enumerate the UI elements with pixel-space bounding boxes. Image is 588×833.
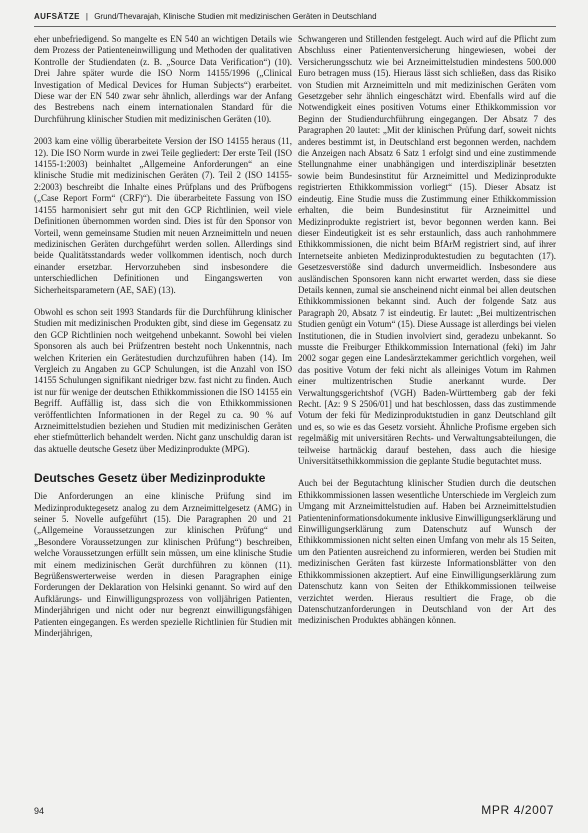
section-label: AUFSÄTZE <box>34 12 80 21</box>
paragraph: Die Anforderungen an eine klinische Prüfung sind im Medizinproduktegesetz analog zu dem Arzneimittelgesetz (AMG) in seiner 5. Novelle aufgeführt (15). Die Paragraphen 20 und 21 („Allgemeine Voraussetzungen zur klinischen Prüfung“ und „Besondere Voraussetzungen zur klinischen Prüfung“) beschreiben, welche Voraussetzungen erfüllt sein müssen, um eine klinische Studie mit einem medizinischen Gerät durchführen zu können (11). Begrüßenswerterweise werden in diesen Paragraphen einige Forderungen der Deklaration von Helsinki genannt. So wird auf den Aufklärungs- und Einwilligungsprozess von volljährigen Patienten, Minderjährigen und nicht oder nur begrenzt einwilligungsfähigen Patienten eingegangen. Es werden spezielle Richtlinien für Studien mit Minderjährigen, <box>34 491 292 639</box>
page-number: 94 <box>34 806 45 816</box>
paragraph: eher unbefriedigend. So mangelte es EN 540 an wichtigen Details wie dem Prozess der Patienteneinwilligung und Methoden der qualitativen Kontrolle der Studiendaten (z. B. „Source Data Verification“) (10). Drei Jahre später wurde die ISO Norm 14155/1996 („Clinical Investigation of Medical Devices for Human Subjects“) erarbeitet. Diese war der EN 540 zwar sehr ähnlich, allerdings war der Anfang des Bestrebens nach einem internationalen Standard für die Durchführung klinischer Studien mit medizinischen Geräten (10). <box>34 34 292 124</box>
paragraph: Schwangeren und Stillenden festgelegt. Auch wird auf die Pflicht zum Abschluss einer Patientenversicherung hingewiesen, wobei der Versicherungsschutz wie bei Arzneimittelstudien mindestens 500.000 Euro betragen muss (15). Hieraus lässt sich schließen, dass das Risiko von Studien mit Arzneimitteln und mit medizinischen Geräten vom Gesetzgeber sehr ähnlich eingeschätzt wird. Ebenfalls wird auf die Notwendigkeit eines positiven Votums einer Ethikkommission vor Beginn der Studiendurchführung eingegangen. Der Absatz 7 des Paragraphen 20 lautet: „Mit der klinischen Prüfung darf, soweit nichts anderes bestimmt ist, in Deutschland erst begonnen werden, nachdem die Anzeigen nach Absatz 6 Satz 1 erfolgt sind und eine zustimmende Stellungnahme einer unabhängigen und interdisziplinär besetzten sowie beim Bundesinstitut für Arzneimittel und Medizinprodukte registrierten Ethikkommission vorliegt“ (15). Dieser Absatz ist eindeutig. Eine Studie muss die Zustimmung einer Ethikkommission erhalten, die beim Bundesinstitut für Arzneimittel und Medizinprodukte registriert ist, bevor begonnen werden kann. Bei dieser Eindeutigkeit ist es sehr erstaunlich, dass auch ranhohmmere Ethikkommissionen, die nicht beim BfArM registriert sind, auf ihrer Internetseite anbieten Medizinproduktestudien zu begutachten (17). Gesetzesverstöße sind dadurch unvermeidlich. Insbesondere aus ausländischen Sponsoren kann nicht erwartet werden, dass sie diese Details kennen, zumal sie anscheinend nicht einmal bei allen deutschen Ethikkommissionen bekannt sind. Auch der folgende Satz aus Paragraph 20, Absatz 7 ist eindeutig. Er lautet: „Bei multizentrischen Studien genügt ein Votum“ (15). Diese Aussage ist allerdings bei vielen Institutionen, die in Studien involviert sind, geradezu unbekannt. So musste die Freiburger Ethikkommission International (feki) im Jahr 2002 sogar gegen eine Landesärztekammer gerichtlich vorgehen, weil das positive Votum der feki nicht als alleiniges Votum im Rahmen einer multizentrischen Studie anerkannt wurde. Der Verwaltungsgerichtshof (VGH) Baden-Württemberg gab der feki Recht. [Az: 9 S 2506/01] und hat beschlossen, dass das zustimmende Votum der feki für Medizinproduktstudien in ganz Deutschland gilt und es, so wie es das Gesetz vorsieht. Ähnliche Profisme ergeben sich regelmäßig mit universitären Rechts- und Verwaltungsabteilungen, die teilweise hartnäckig darauf bestehen, dass auch die hiesige Universitätsethikkommission die geplante Studie begutachtet muss. <box>298 34 556 467</box>
section-heading: Deutsches Gesetz über Medizinprodukte <box>34 471 266 486</box>
header-rule <box>34 26 556 27</box>
left-column <box>34 34 292 651</box>
right-column <box>298 34 556 638</box>
running-header <box>34 12 556 21</box>
paragraph: Auch bei der Begutachtung klinischer Studien durch die deutschen Ethikkommissionen lassen wesentliche Unterschiede im Vergleich zum Umgang mit Arzneimittelstudien auf. Haben bei Arzneimittelstudien Patienteninformationsdokumente inklusive Einwilligungserklärung und Einwilligungserklärung zum Datenschutz auf Wunsch der Ethikkommissionen nicht selten einen Umfang von mehr als 15 Seiten, um den Patienten ausreichend zu informieren, werden bei Studien mit medizinischen Geräten fast kürzeste Informationsblätter von den Ethikkommissionen akzeptiert. Auf eine Einwilligungserklärung zum Datenschutz kann von Seiten der Ethikkommissionen teilweise verzichtet werden. Hieraus resultiert die Frage, ob die Datenschutzanforderungen in Deutschland von der Art des medizinischen Produktes abhängen können. <box>298 478 556 626</box>
paragraph: Obwohl es schon seit 1993 Standards für die Durchführung klinischer Studien mit medizinischen Produkten gibt, sind diese im Gegensatz zu den GCP Richtlinien noch weitgehend unbekannt. Sowohl bei vielen Sponsoren als auch bei Prüfzentren besteht noch Unkenntnis, nach welchen Kriterien ein Gerätestudien durchzuführen haben (14). Im Vergleich zu Angaben zu GCP Schulungen, ist die Anzahl von ISO 14155 Schulungen signifikant niedriger bzw. fast nicht zu finden. Auch ist nur für wenige der deutschen Ethikkommissionen die ISO 14155 ein Begriff. Auffällig ist, dass sich die von Ethikkommissionen veröffentlichten Informationen in der Regel zu ca. 90 % auf Arzneimittelstudien beziehen und Studien mit medizinischen Geräten eher stiefmütterlich behandelt werden. Nicht ganz unschuldig daran ist das aktuelle deutsche Gesetz über Medizinprodukte (MPG). <box>34 306 292 454</box>
header-separator: | <box>85 12 88 21</box>
journal-issue: MPR 4/2007 <box>481 803 554 817</box>
paragraph: 2003 kam eine völlig überarbeitete Version der ISO 14155 heraus (11, 12). Die ISO Norm wurde in zwei Teile gegliedert: Der erste Teil (ISO 14155-1:2003) beinhaltet „Allgemeine Anforderungen“ an eine klinische Studie mit medizinischen Geräten (7). Teil 2 (ISO 14155-2:2003) beschreibt die Inhalte eines Prüfplans und des Prüfbogens („Case Report Form“ (CRF)“). Die überarbeitete Fassung von ISO 14155 harmonisiert sehr gut mit den GCP Richtlinien, weil viele Definitionen übernommen worden sind. Dies ist für den Sponsor von Vorteil, wenn gemeinsame Studien mit neuen Arzneimitteln und neuen medizinischen Geräten durchgeführt werden sollen. Allerdings sind beide Qualitätsstandards weder vollkommen identisch, noch durch einander ersetzbar. Hervorzuheben sind insbesondere die unterschiedlichen Definitionen und Eingangswerten von Sicherheitsparametern (AE, SAE) (13). <box>34 136 292 295</box>
running-title: Grund/Thevarajah, Klinische Studien mit medizinischen Geräten in Deutschland <box>94 12 377 21</box>
